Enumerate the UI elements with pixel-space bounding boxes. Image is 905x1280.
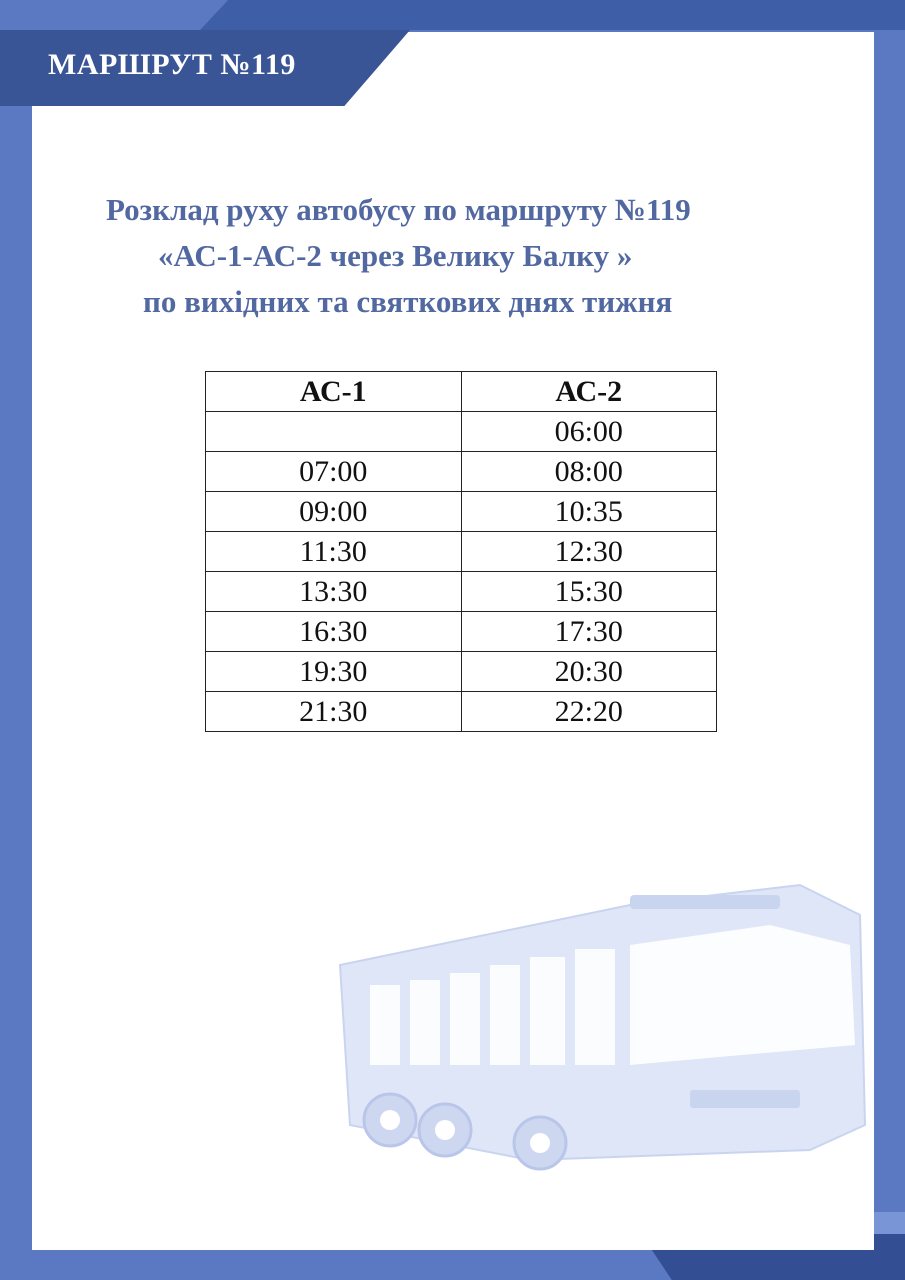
top-right-decor — [200, 0, 905, 30]
cell-ac2: 08:00 — [461, 452, 717, 492]
cell-ac1: 21:30 — [206, 692, 462, 732]
schedule-table — [205, 371, 717, 732]
heading-line-3: по вихідних та святкових днях тижня — [143, 284, 673, 319]
table-row — [206, 452, 717, 492]
table-row — [206, 572, 717, 612]
cell-ac1: 07:00 — [206, 452, 462, 492]
cell-ac2: 20:30 — [461, 652, 717, 692]
cell-ac2: 06:00 — [461, 412, 717, 452]
column-header-ac1: АС-1 — [206, 372, 462, 412]
table-row — [206, 532, 717, 572]
column-header-ac2: АС-2 — [461, 372, 717, 412]
cell-ac2: 10:35 — [461, 492, 717, 532]
cell-ac1: 16:30 — [206, 612, 462, 652]
cell-ac2: 17:30 — [461, 612, 717, 652]
cell-ac1: 09:00 — [206, 492, 462, 532]
table-row — [206, 612, 717, 652]
heading-line-2: «АС-1-АС-2 через Велику Балку » — [158, 238, 633, 273]
table-row — [206, 652, 717, 692]
table-header-row — [206, 372, 717, 412]
heading-line-1: Розклад руху автобусу по маршруту №119 — [106, 192, 691, 227]
cell-ac2: 12:30 — [461, 532, 717, 572]
cell-ac2: 15:30 — [461, 572, 717, 612]
route-badge: МАРШРУТ №119 — [48, 48, 296, 81]
table-row — [206, 692, 717, 732]
cell-ac2: 22:20 — [461, 692, 717, 732]
cell-ac1: 19:30 — [206, 652, 462, 692]
table-row — [206, 492, 717, 532]
cell-ac1 — [206, 412, 462, 452]
bus-illustration-icon — [330, 875, 870, 1185]
cell-ac1: 11:30 — [206, 532, 462, 572]
table-row — [206, 412, 717, 452]
cell-ac1: 13:30 — [206, 572, 462, 612]
